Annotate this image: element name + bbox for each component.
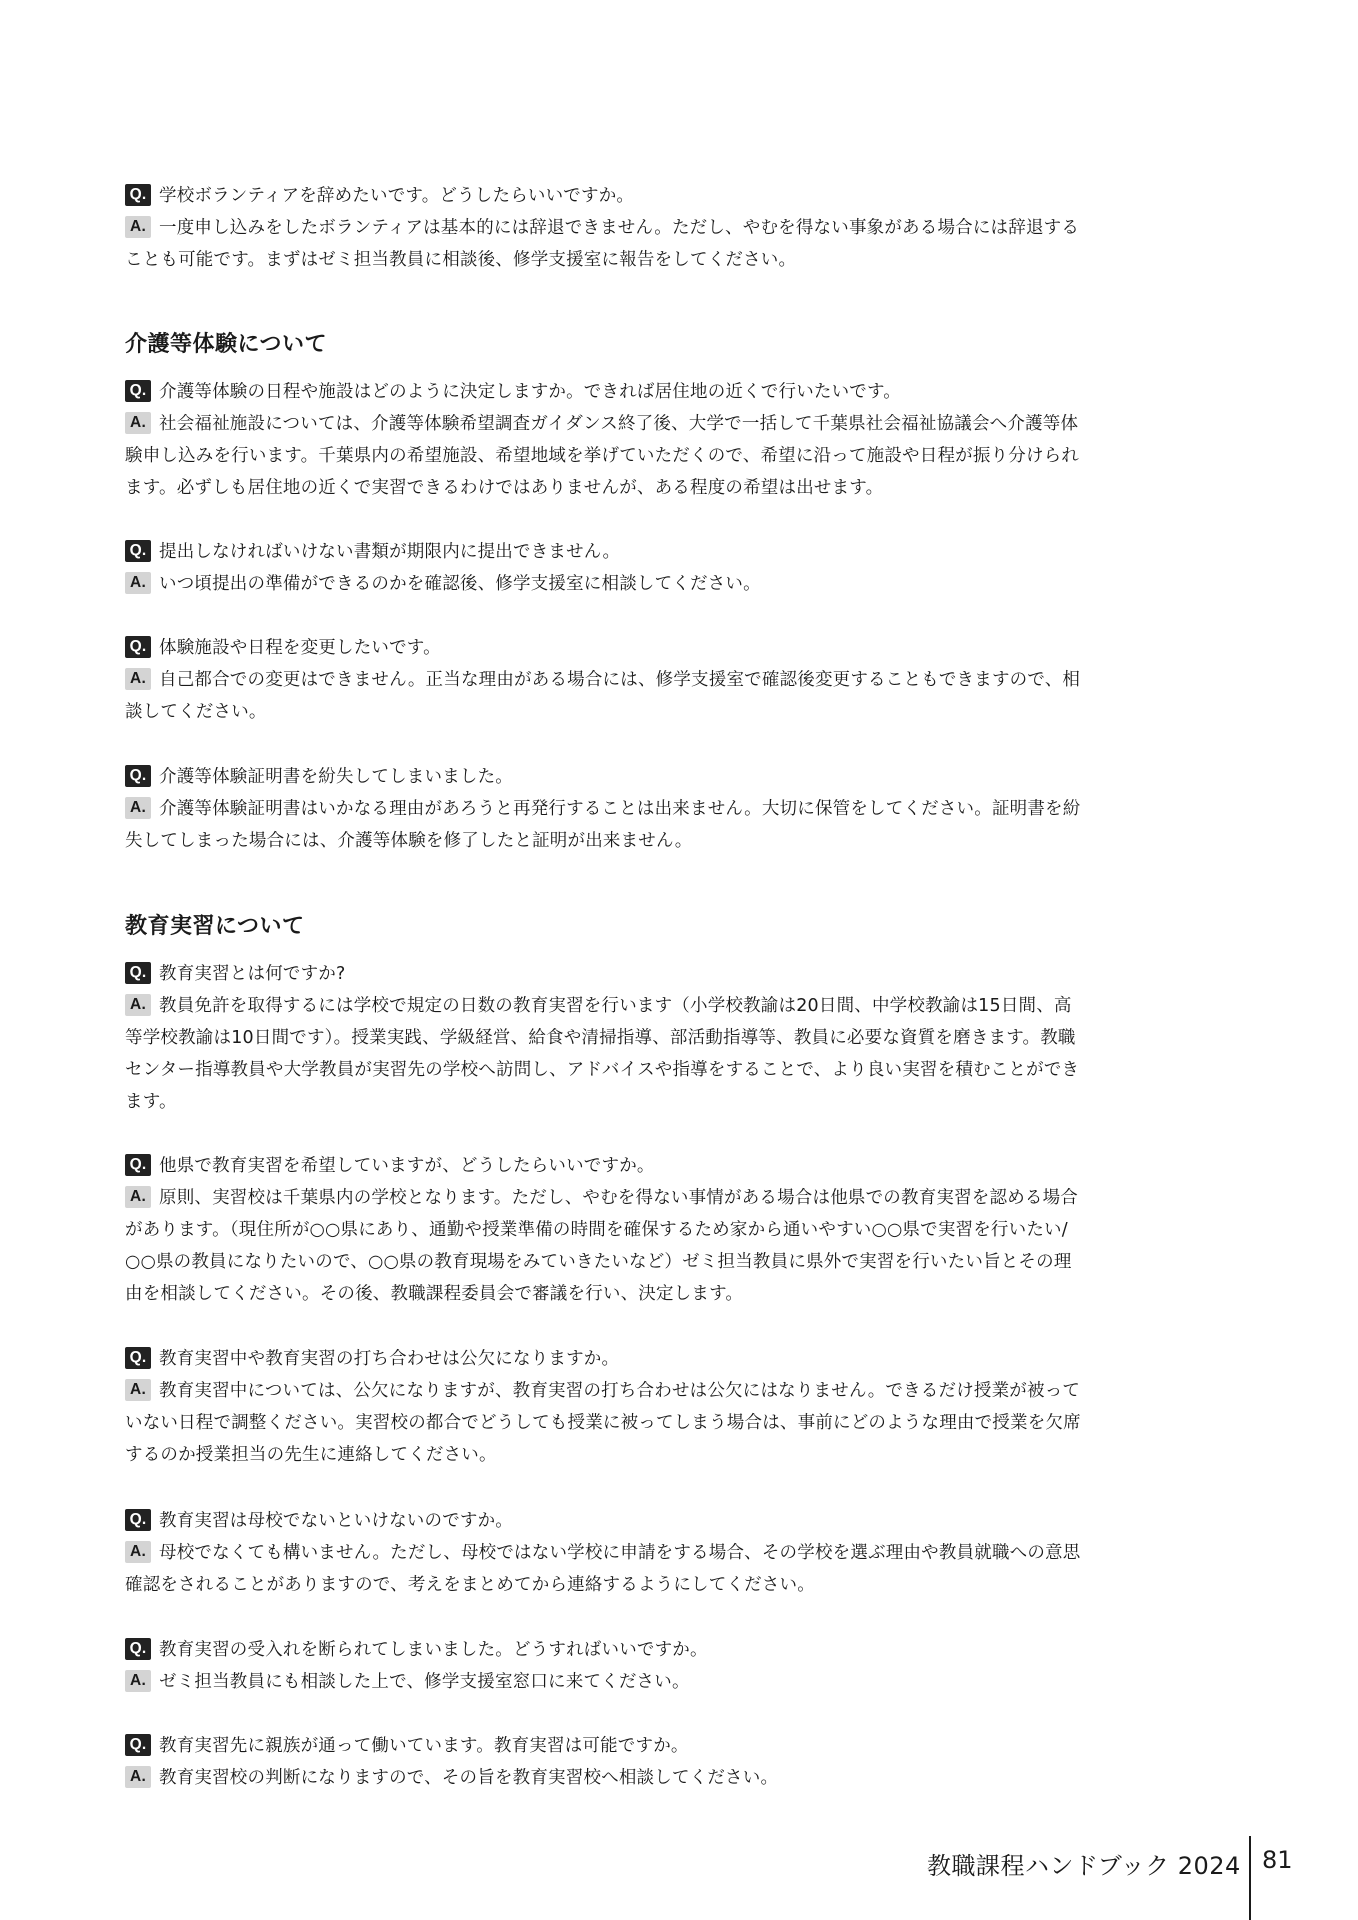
answer-line: があります。（現住所が○○県にあり、通勤や授業準備の時間を確保するため家から通いやすい○○県で実習を行いたい/ xyxy=(125,1220,1068,1240)
qa-block xyxy=(125,1634,1180,1698)
answer-line: ます。必ずしも居住地の近くで実習できるわけではありませんが、ある程度の希望は出せます。 xyxy=(125,478,884,498)
answer-badge: A. xyxy=(125,797,151,819)
question-text: 教育実習先に親族が通って働いています。教育実習は可能ですか。 xyxy=(159,1736,689,1756)
answer-line: センター指導教員や大学教員が実習先の学校へ訪問し、アドバイスや指導をすることで、より良い実習を積むことができ xyxy=(125,1060,1080,1080)
page-number: 81 xyxy=(1262,1846,1293,1874)
question-text: 介護等体験の日程や施設はどのように決定しますか。できれば居住地の近くで行いたいです。 xyxy=(159,382,901,402)
question-badge: Q. xyxy=(125,636,151,658)
question-text: 教育実習中や教育実習の打ち合わせは公欠になりますか。 xyxy=(159,1349,620,1369)
answer-line: 失してしまった場合には、介護等体験を修了したと証明が出来ません。 xyxy=(125,831,693,851)
answer-line: 談してください。 xyxy=(125,702,267,722)
answer-line: 原則、実習校は千葉県内の学校となります。ただし、やむを得ない事情がある場合は他県での教育実習を認める場合 xyxy=(159,1188,1078,1208)
answer-badge: A. xyxy=(125,1379,151,1401)
question-badge: Q. xyxy=(125,1734,151,1756)
answer-badge: A. xyxy=(125,1670,151,1692)
answer-line: 社会福祉施設については、介護等体験希望調査ガイダンス終了後、大学で一括して千葉県社会福祉協議会へ介護等体 xyxy=(159,414,1079,434)
answer-line: 由を相談してください。その後、教職課程委員会で審議を行い、決定します。 xyxy=(125,1284,744,1304)
answer-line: 一度申し込みをしたボランティアは基本的には辞退できません。ただし、やむを得ない事象がある場合には辞退する xyxy=(159,218,1080,238)
handbook-title: 教職課程ハンドブック 2024 xyxy=(927,1852,1241,1880)
qa-block xyxy=(125,632,1180,728)
answer-badge: A. xyxy=(125,1186,151,1208)
answer-line: 教育実習校の判断になりますので、その旨を教育実習校へ相談してください。 xyxy=(159,1768,779,1788)
question-text: 教育実習の受入れを断られてしまいました。どうすればいいですか。 xyxy=(159,1640,708,1660)
qa-block xyxy=(125,1343,1180,1471)
answer-badge: A. xyxy=(125,216,151,238)
answer-line: 介護等体験証明書はいかなる理由があろうと再発行することは出来ません。大切に保管をしてください。証明書を紛 xyxy=(159,799,1081,819)
answer-line: するのか授業担当の先生に連絡してください。 xyxy=(125,1445,497,1465)
answer-badge: A. xyxy=(125,572,151,594)
question-badge: Q. xyxy=(125,1509,151,1531)
answer-line: 教育実習中については、公欠になりますが、教育実習の打ち合わせは公欠にはなりません。できるだけ授業が被って xyxy=(159,1381,1081,1401)
question-text: 介護等体験証明書を紛失してしまいました。 xyxy=(159,767,513,787)
qa-block xyxy=(125,761,1180,857)
answer-line: 等学校教諭は10日間です）。授業実践、学級経営、給食や清掃指導、部活動指導等、教員に必要な資質を磨きます。教職 xyxy=(125,1028,1076,1048)
question-text: 提出しなければいけない書類が期限内に提出できません。 xyxy=(159,542,621,562)
qa-block xyxy=(125,958,1180,1118)
question-text: 体験施設や日程を変更したいです。 xyxy=(159,638,441,658)
question-badge: Q. xyxy=(125,1347,151,1369)
answer-line: 確認をされることがありますので、考えをまとめてから連絡するようにしてください。 xyxy=(125,1575,815,1595)
section-heading: 介護等体験について xyxy=(125,332,328,357)
question-badge: Q. xyxy=(125,765,151,787)
answer-badge: A. xyxy=(125,994,151,1016)
answer-line: 母校でなくても構いません。ただし、母校ではない学校に申請をする場合、その学校を選ぶ理由や教員就職への意思 xyxy=(159,1543,1081,1563)
answer-line: 教員免許を取得するには学校で規定の日数の教育実習を行います（小学校教諭は20日間、中学校教諭は15日間、高 xyxy=(159,996,1072,1016)
question-badge: Q. xyxy=(125,1638,151,1660)
answer-badge: A. xyxy=(125,668,151,690)
qa-block xyxy=(125,1730,1180,1794)
answer-badge: A. xyxy=(125,1766,151,1788)
qa-block xyxy=(125,1150,1180,1310)
question-text: 学校ボランティアを辞めたいです。どうしたらいいですか。 xyxy=(159,186,635,206)
answer-line: ○○県の教員になりたいので、○○県の教育現場をみていきたいなど）ゼミ担当教員に県外で実習を行いたい旨とその理 xyxy=(125,1252,1072,1272)
answer-line: ます。 xyxy=(125,1092,177,1112)
qa-block xyxy=(125,376,1180,504)
qa-block xyxy=(125,180,1180,276)
question-badge: Q. xyxy=(125,184,151,206)
question-text: 教育実習とは何ですか? xyxy=(159,964,346,984)
answer-badge: A. xyxy=(125,1541,151,1563)
answer-badge: A. xyxy=(125,412,151,434)
qa-block xyxy=(125,536,1180,600)
footer-divider xyxy=(1249,1836,1251,1920)
question-badge: Q. xyxy=(125,962,151,984)
answer-line: ことも可能です。まずはゼミ担当教員に相談後、修学支援室に報告をしてください。 xyxy=(125,250,797,270)
question-badge: Q. xyxy=(125,1154,151,1176)
qa-block xyxy=(125,1505,1180,1601)
answer-line: 自己都合での変更はできません。正当な理由がある場合には、修学支援室で確認後変更することもできますので、相 xyxy=(159,670,1081,690)
section-heading: 教育実習について xyxy=(125,914,305,939)
answer-line: 験申し込みを行います。千葉県内の希望施設、希望地域を挙げていただくので、希望に沿って施設や日程が振り分けられ xyxy=(125,446,1080,466)
question-badge: Q. xyxy=(125,540,151,562)
answer-line: いつ頃提出の準備ができるのかを確認後、修学支援室に相談してください。 xyxy=(159,574,761,594)
answer-line: ゼミ担当教員にも相談した上で、修学支援室窓口に来てください。 xyxy=(159,1672,690,1692)
question-text: 他県で教育実習を希望していますが、どうしたらいいですか。 xyxy=(159,1156,655,1176)
answer-line: いない日程で調整ください。実習校の都合でどうしても授業に被ってしまう場合は、事前にどのような理由で授業を欠席 xyxy=(125,1413,1081,1433)
question-badge: Q. xyxy=(125,380,151,402)
question-text: 教育実習は母校でないといけないのですか。 xyxy=(159,1511,513,1531)
